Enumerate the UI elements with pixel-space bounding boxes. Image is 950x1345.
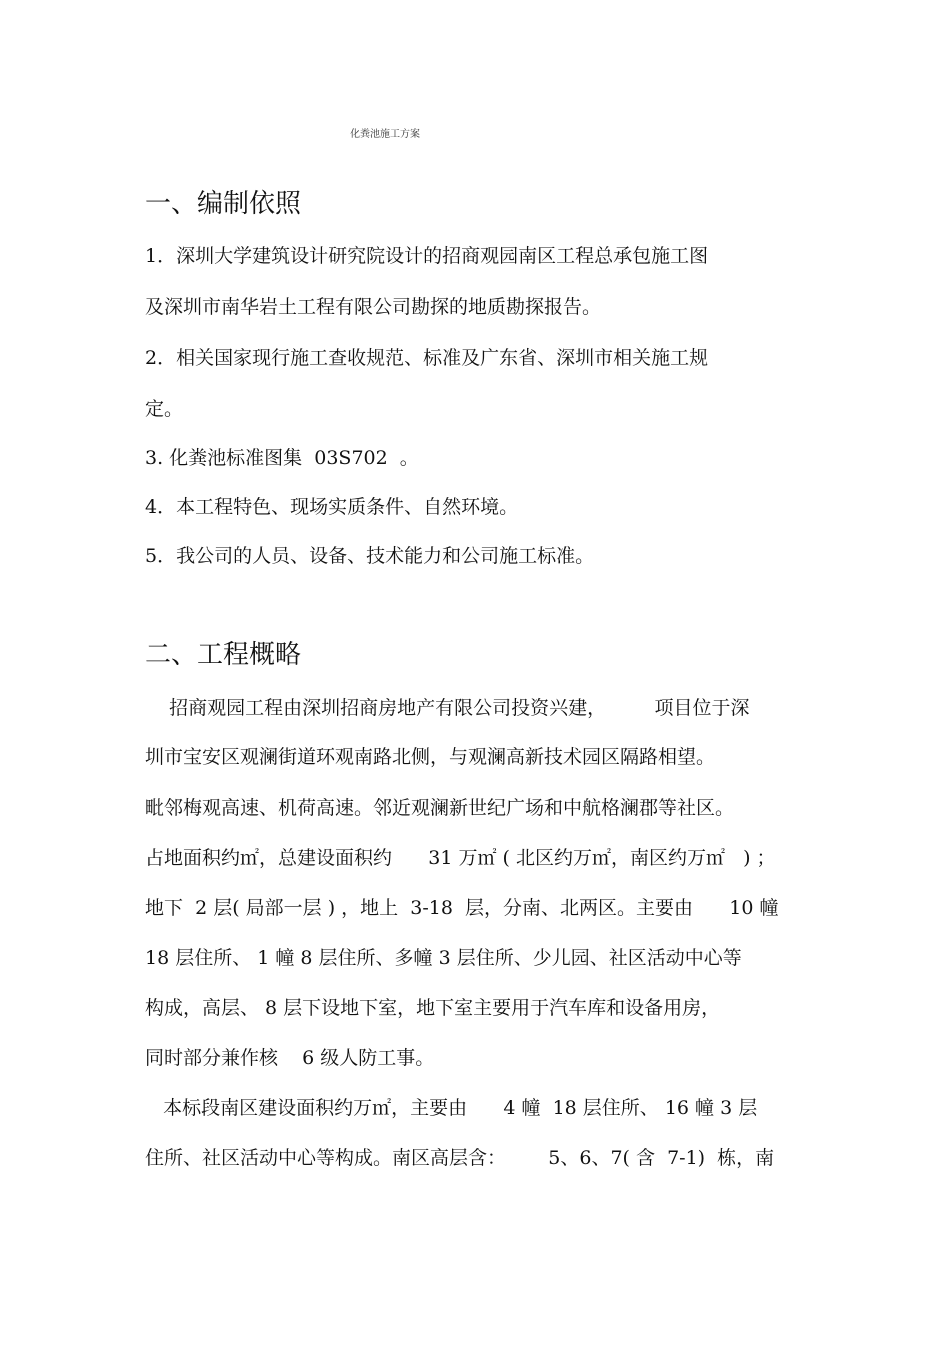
paragraph-line: 1．深圳大学建筑设计研究院设计的招商观园南区工程总承包施工图 [145, 245, 709, 267]
paragraph-line: 构成，高层、 8 层下设地下室，地下室主要用于汽车库和设备用房， [145, 997, 721, 1019]
paragraph-line: 毗邻梅观高速、机荷高速。邻近观澜新世纪广场和中航格澜郡等社区。 [145, 797, 735, 819]
paragraph-line: 及深圳市南华岩土工程有限公司勘探的地质勘探报告。 [145, 296, 602, 318]
paragraph-line: 5．我公司的人员、设备、技术能力和公司施工标准。 [145, 545, 595, 567]
paragraph-line: 18 层住所、 1 幢 8 层住所、多幢 3 层住所、少儿园、社区活动中心等 [145, 947, 742, 969]
paragraph-line: 住所、社区活动中心等构成。南区高层含： 5、6、7( 含 7-1) 栋，南 [145, 1147, 775, 1169]
paragraph-line: 4．本工程特色、现场实质条件、自然环境。 [145, 496, 519, 518]
paragraph-line: 圳市宝安区观澜街道环观南路北侧，与观澜高新技术园区隔路相望。 [145, 746, 716, 768]
section-heading-basis: 一、编制依照 [145, 189, 302, 219]
paragraph-line: 招商观园工程由深圳招商房地产有限公司投资兴建， 项目位于深 [145, 697, 750, 719]
paragraph-line: 占地面积约㎡，总建设面积约 31 万㎡ ( 北区约万㎡，南区约万㎡ ) ； [145, 847, 776, 869]
page-header-title: 化粪池施工方案 [350, 129, 420, 140]
section-heading-overview: 二、工程概略 [145, 640, 302, 670]
paragraph-line: 2．相关国家现行施工查收规范、标准及广东省、深圳市相关施工规 [145, 347, 709, 369]
paragraph-line: 地下 2 层( 局部一层 ) ，地上 3-18 层，分南、北两区。主要由 10 幢 [145, 897, 779, 919]
paragraph-line: 本标段南区建设面积约万㎡，主要由 4 幢 18 层住所、 16 幢 3 层 [145, 1097, 758, 1119]
paragraph-line: 同时部分兼作核 6 级人防工事。 [145, 1047, 435, 1069]
paragraph-line: 3. 化粪池标准图集 03S702 。 [145, 447, 419, 469]
paragraph-line: 定。 [145, 398, 184, 420]
